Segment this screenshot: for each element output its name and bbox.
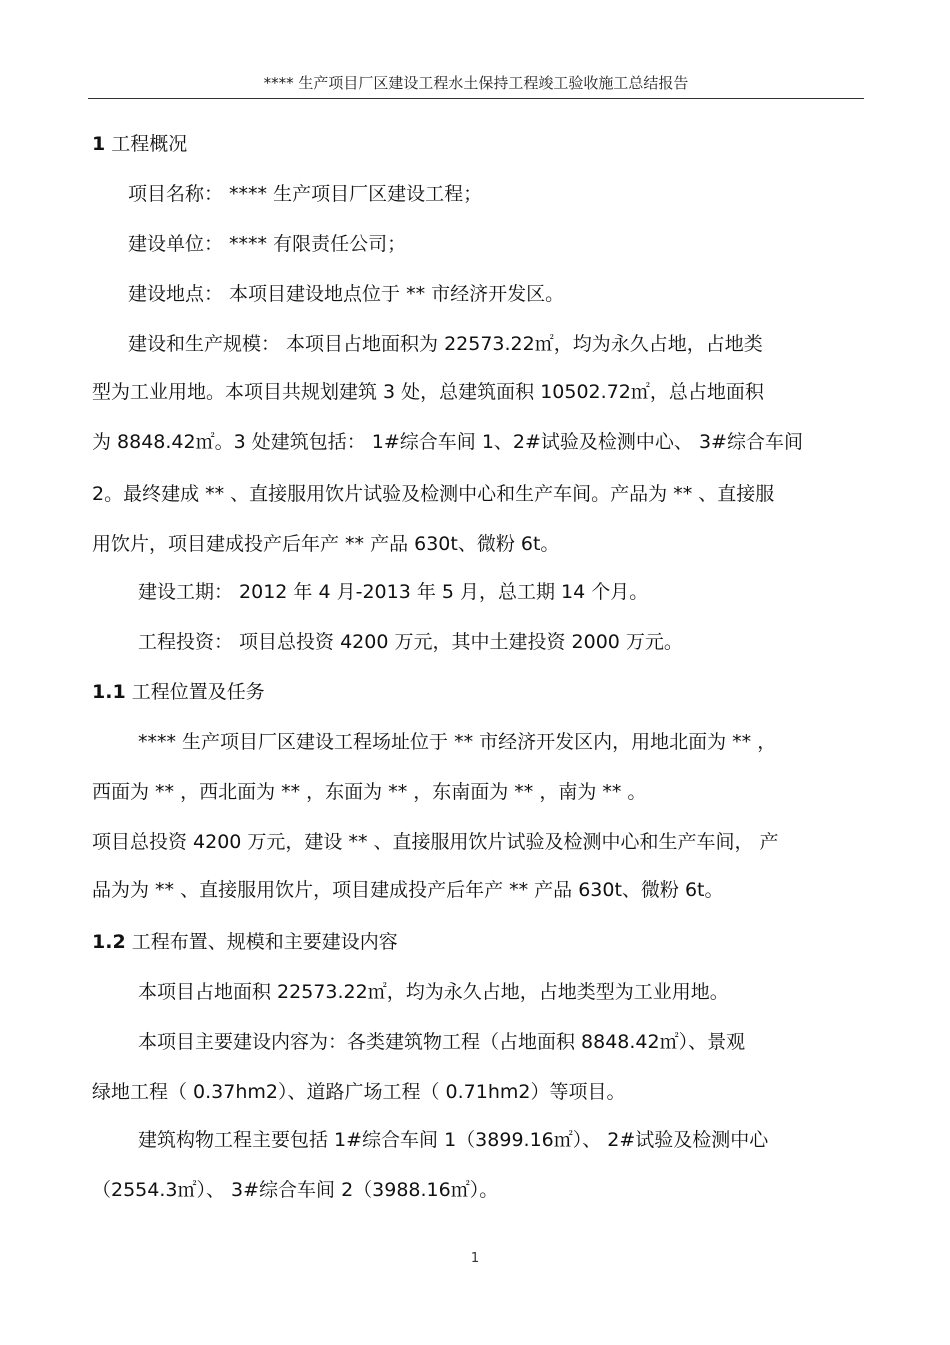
header-rule <box>88 98 864 99</box>
location-paragraph-line-4: 品为为 ** 、直接服用饮片，项目建成投产后年产 ** 产品 630t、微粉 6t。 <box>92 879 724 901</box>
section-number: 1 <box>92 133 106 155</box>
layout-paragraph-line-5: （2554.3㎡）、 3#综合车间 2（3988.16㎡）。 <box>92 1179 499 1201</box>
section-1-heading <box>92 130 187 158</box>
layout-paragraph-line-3: 绿地工程（ 0.37hm2）、道路广场工程（ 0.71hm2）等项目。 <box>92 1081 626 1103</box>
section-1-2-heading <box>92 928 398 956</box>
construction-unit-line: 建设单位： **** 有限责任公司； <box>128 233 407 255</box>
section-number: 1.1 <box>92 681 126 703</box>
layout-paragraph-line-4: 建筑构物工程主要包括 1#综合车间 1（3899.16㎡）、 2#试验及检测中心 <box>138 1129 769 1151</box>
section-number: 1.2 <box>92 931 126 953</box>
layout-paragraph-line-2: 本项目主要建设内容为：各类建筑物工程（占地面积 8848.42㎡）、景观 <box>138 1031 746 1053</box>
scale-paragraph-line-5: 用饮片，项目建成投产后年产 ** 产品 630t、微粉 6t。 <box>92 533 560 555</box>
section-title: 工程概况 <box>111 133 188 155</box>
scale-paragraph-line-4: 2。最终建成 ** 、直接服用饮片试验及检测中心和生产车间。产品为 ** 、直接服 <box>92 483 775 505</box>
page-number: 1 <box>470 1251 480 1266</box>
section-title: 工程布置、规模和主要建设内容 <box>131 931 398 953</box>
section-title: 工程位置及任务 <box>131 681 265 703</box>
project-name-line: 项目名称： **** 生产项目厂区建设工程； <box>128 183 483 205</box>
scale-paragraph-line-3: 为 8848.42㎡。3 处建筑包括： 1#综合车间 1、2#试验及检测中心、 3#综合车间 <box>92 431 803 453</box>
location-paragraph-line-1: **** 生产项目厂区建设工程场址位于 ** 市经济开发区内，用地北面为 ** ， <box>138 731 777 753</box>
construction-period-line: 建设工期： 2012 年 4 月-2013 年 5 月，总工期 14 个月。 <box>138 581 649 603</box>
scale-paragraph-line-2: 型为工业用地。本项目共规划建筑 3 处，总建筑面积 10502.72㎡，总占地面积 <box>92 381 764 403</box>
construction-site-line: 建设地点： 本项目建设地点位于 ** 市经济开发区。 <box>128 283 565 305</box>
page-header: **** 生产项目厂区建设工程水土保持工程竣工验收施工总结报告 <box>263 74 689 92</box>
layout-paragraph-line-1: 本项目占地面积 22573.22㎡，均为永久占地，占地类型为工业用地。 <box>138 981 729 1003</box>
investment-line: 工程投资： 项目总投资 4200 万元，其中土建投资 2000 万元。 <box>138 631 683 653</box>
scale-paragraph-line-1: 建设和生产规模： 本项目占地面积为 22573.22㎡，均为永久占地，占地类 <box>128 333 763 355</box>
section-1-1-heading <box>92 678 265 706</box>
location-paragraph-line-3: 项目总投资 4200 万元，建设 ** 、直接服用饮片试验及检测中心和生产车间， 产 <box>92 831 779 853</box>
location-paragraph-line-2: 西面为 ** ，西北面为 ** ，东面为 ** ，东南面为 ** ，南为 ** 。 <box>92 781 647 803</box>
